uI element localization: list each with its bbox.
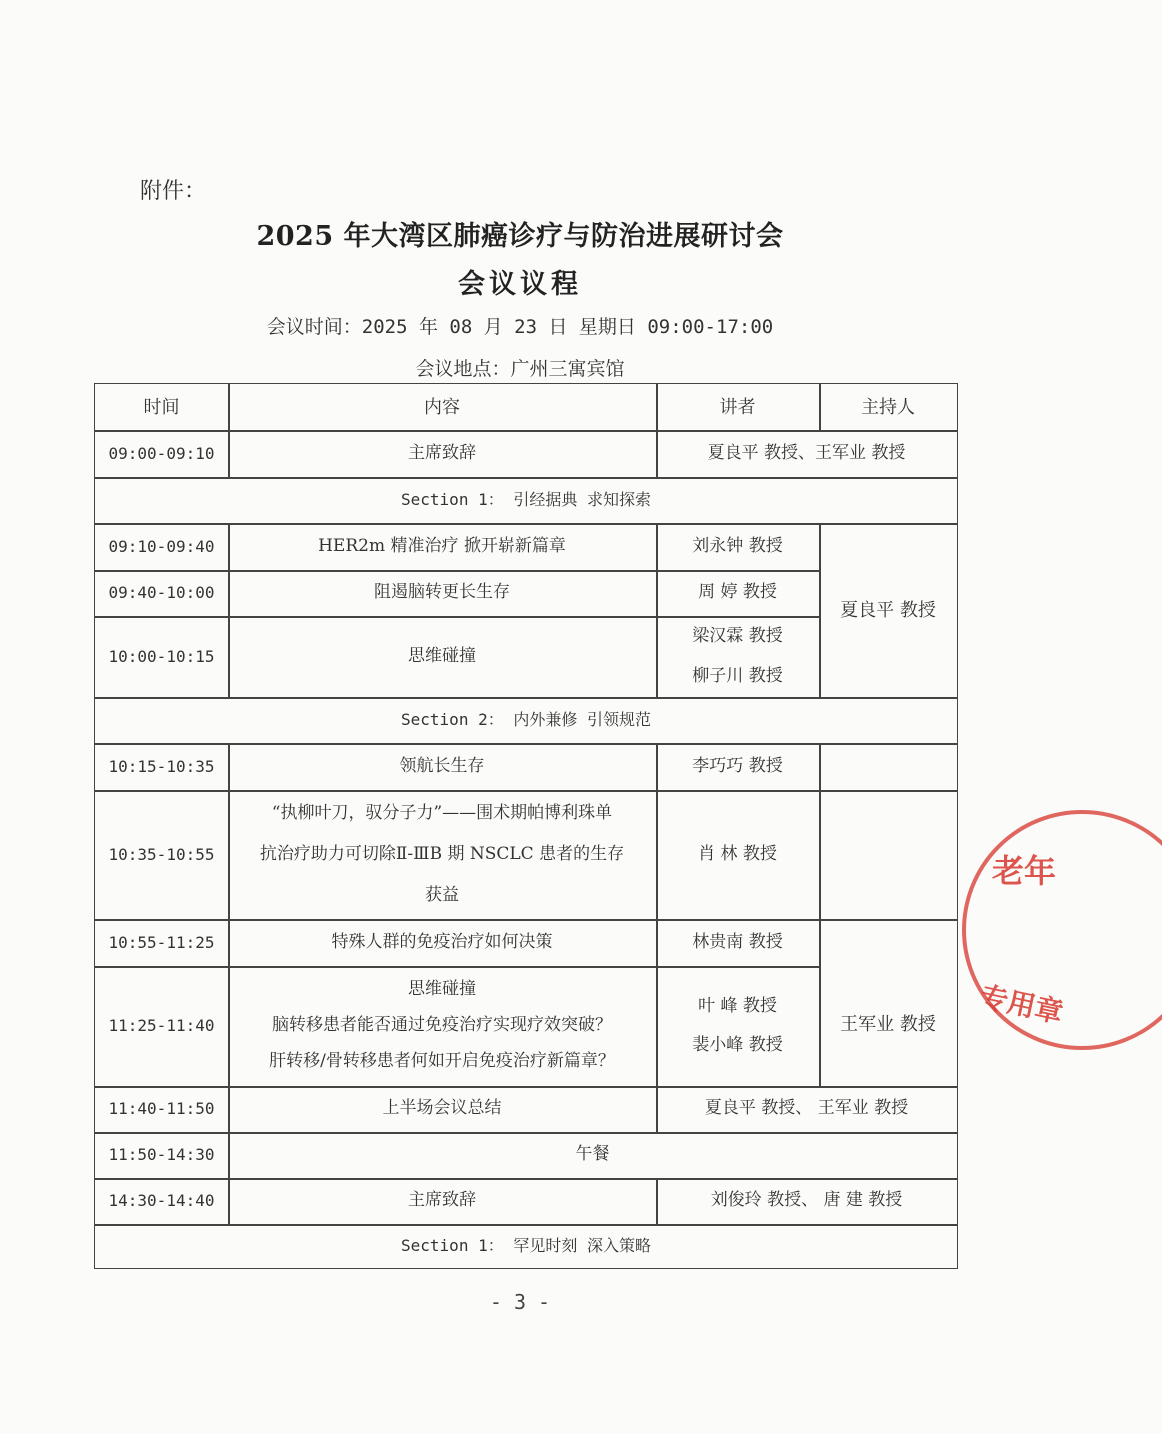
meeting-place: 会议地点：广州三寓宾馆 bbox=[415, 358, 625, 380]
header-host: 主持人 bbox=[861, 396, 915, 418]
row-speaker: 李巧巧 教授 bbox=[692, 755, 783, 776]
row-speaker: 肖 林 教授 bbox=[698, 843, 777, 864]
row-speaker: 刘永钟 教授 bbox=[692, 535, 783, 556]
speaker-name: 梁汉霖 教授 bbox=[692, 626, 783, 647]
page-number: - 3 - bbox=[489, 1290, 551, 1314]
row-content: 主席致辞 bbox=[408, 442, 476, 463]
header-speaker: 讲者 bbox=[719, 396, 756, 418]
row-time: 09:40-10:00 bbox=[108, 583, 215, 602]
row-speaker: 刘俊玲 教授、 唐 建 教授 bbox=[710, 1190, 903, 1211]
document-title: 2025 年大湾区肺癌诊疗与防治进展研讨会 bbox=[256, 221, 784, 252]
attachment-label: 附件： bbox=[140, 179, 207, 204]
section-heading: Section 1： 罕见时刻 深入策略 bbox=[401, 1236, 651, 1255]
agenda-table bbox=[94, 383, 958, 1269]
document-subtitle: 会议议程 bbox=[458, 269, 582, 300]
row-time: 11:40-11:50 bbox=[108, 1099, 215, 1118]
row-time: 14:30-14:40 bbox=[108, 1191, 215, 1210]
content-line: 获益 bbox=[425, 884, 459, 905]
host-cell: 王军业 教授 bbox=[840, 1014, 936, 1035]
host-cell: 夏良平 教授 bbox=[840, 599, 936, 621]
row-speakers bbox=[656, 966, 819, 1086]
row-content: 领航长生存 bbox=[399, 755, 485, 776]
row-content: 上半场会议总结 bbox=[382, 1098, 502, 1119]
row-time: 09:00-09:10 bbox=[108, 443, 215, 463]
row-content: 主席致辞 bbox=[408, 1190, 476, 1211]
section-heading: Section 2： 内外兼修 引领规范 bbox=[401, 710, 651, 729]
stamp-text-top: 老年 bbox=[992, 852, 1057, 890]
speaker-name: 裴小峰 教授 bbox=[692, 1035, 783, 1055]
row-content: 午餐 bbox=[575, 1144, 610, 1165]
row-time: 10:35-10:55 bbox=[108, 844, 215, 864]
row-time: 10:00-10:15 bbox=[108, 646, 215, 666]
section-heading: Section 1： 引经据典 求知探索 bbox=[401, 490, 651, 509]
row-speaker: 林贵南 教授 bbox=[692, 931, 783, 952]
row-content: 阻遏脑转更长生存 bbox=[374, 582, 510, 603]
row-content bbox=[228, 790, 656, 919]
content-line: 抗治疗助力可切除Ⅱ-ⅢB 期 NSCLC 患者的生存 bbox=[259, 844, 625, 865]
row-time: 10:15-10:35 bbox=[108, 756, 215, 776]
content-line: 脑转移患者能否通过免疫治疗实现疗效突破？ bbox=[272, 1015, 612, 1036]
row-speaker: 夏良平 教授、王军业 教授 bbox=[707, 442, 906, 463]
speaker-name: 柳子川 教授 bbox=[692, 665, 783, 686]
row-time: 10:55-11:25 bbox=[108, 932, 215, 952]
row-time: 09:10-09:40 bbox=[108, 536, 215, 556]
row-content bbox=[228, 966, 656, 1086]
content-line: 肝转移/骨转移患者何如开启免疫治疗新篇章？ bbox=[269, 1050, 615, 1071]
row-content: 思维碰撞 bbox=[408, 645, 476, 666]
row-speakers bbox=[656, 616, 819, 697]
header-content: 内容 bbox=[424, 396, 460, 418]
meeting-time: 会议时间：2025 年 08 月 23 日 星期日 09:00-17:00 bbox=[266, 316, 774, 338]
row-content: HER2m 精准治疗 掀开崭新篇章 bbox=[318, 535, 566, 556]
stamp-text-bottom: 专用章 bbox=[976, 979, 1066, 1030]
content-line: 思维碰撞 bbox=[408, 979, 476, 1000]
official-seal-stamp bbox=[962, 800, 1162, 1060]
header-time: 时间 bbox=[143, 396, 180, 418]
row-speaker: 周 婷 教授 bbox=[698, 582, 777, 603]
content-line: “执柳叶刀，驭分子力”——围术期帕博利珠单 bbox=[271, 803, 613, 824]
row-speaker: 夏良平 教授、 王军业 教授 bbox=[704, 1098, 909, 1119]
row-time: 11:50-14:30 bbox=[108, 1145, 215, 1164]
row-content: 特殊人群的免疫治疗如何决策 bbox=[331, 931, 553, 952]
speaker-name: 叶 峰 教授 bbox=[698, 995, 777, 1016]
row-time: 11:25-11:40 bbox=[108, 1016, 215, 1035]
